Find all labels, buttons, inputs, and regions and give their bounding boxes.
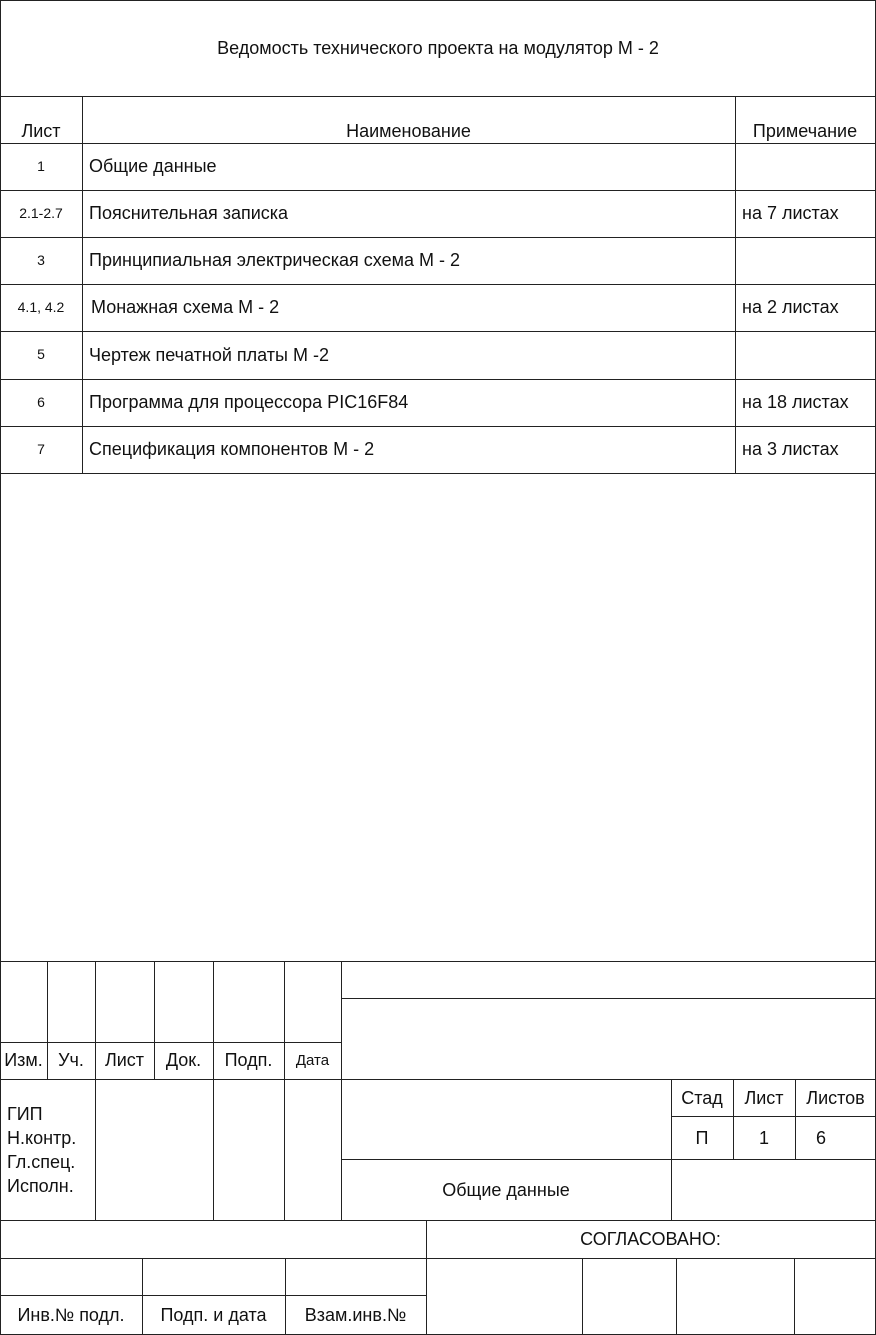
stamp-doc-name: Общие данные <box>442 1180 570 1200</box>
stage-value: П <box>695 1128 709 1148</box>
row-sheet: 3 <box>37 252 45 268</box>
sheet-header: Лист <box>744 1088 784 1108</box>
sheets-header: Листов <box>806 1088 865 1108</box>
row-sheet: 1 <box>37 158 45 174</box>
stamp-line <box>341 1159 876 1160</box>
rev-header-doc: Док. <box>165 1050 202 1070</box>
row-name: Чертеж печатной платы М -2 <box>89 345 329 365</box>
replace-inv-label: Взам.инв.№ <box>304 1305 407 1325</box>
row-sheet: 6 <box>37 394 45 410</box>
sheet-value: 1 <box>758 1128 769 1148</box>
row-name: Спецификация компонентов М - 2 <box>89 439 375 459</box>
row-note: на 2 листах <box>742 297 839 317</box>
rev-header-sheet: Лист <box>104 1050 145 1070</box>
row-divider <box>0 237 876 238</box>
stamp-line <box>0 1220 876 1221</box>
row-divider <box>0 331 876 332</box>
stamp-line <box>0 1295 426 1296</box>
rev-header-change: Изм. <box>4 1050 43 1070</box>
header-sheet: Лист <box>21 121 61 141</box>
frame-top <box>0 0 876 1</box>
stamp-col <box>582 1258 583 1335</box>
row-note: на 3 листах <box>742 439 839 459</box>
stamp-col <box>213 961 214 1220</box>
row-name: Пояснительная записка <box>89 203 289 223</box>
role-gip: ГИП <box>7 1104 43 1124</box>
stamp-col <box>95 961 96 1220</box>
row-divider <box>0 284 876 285</box>
row-name: Программа для процессора PIC16F84 <box>89 392 409 412</box>
row-name: Монажная схема М - 2 <box>91 297 280 317</box>
stamp-line <box>0 1079 876 1080</box>
role-executor: Исполн. <box>7 1176 74 1196</box>
row-sheet: 2.1-2.7 <box>19 205 63 221</box>
row-note: на 18 листах <box>742 392 849 412</box>
stamp-col <box>794 1258 795 1335</box>
row-sheet: 7 <box>37 441 45 457</box>
role-chief-specialist: Гл.спец. <box>7 1152 76 1172</box>
approved-label: СОГЛАСОВАНО: <box>580 1229 721 1249</box>
row-divider <box>0 379 876 380</box>
row-note: на 7 листах <box>742 203 839 223</box>
col-divider-sheet <box>82 96 83 473</box>
sign-date-label: Подп. и дата <box>160 1305 267 1325</box>
header-note: Примечание <box>752 121 858 141</box>
stage-header: Стад <box>681 1088 723 1108</box>
header-name: Наименование <box>346 121 471 141</box>
stamp-top-line <box>0 961 876 962</box>
sheets-value: 6 <box>816 1128 827 1148</box>
stamp-line <box>0 1258 876 1259</box>
table-bottom-line <box>0 473 876 474</box>
frame-left <box>0 0 1 1335</box>
row-sheet: 4.1, 4.2 <box>17 299 65 315</box>
document-title: Ведомость технического проекта на модулятор М - 2 <box>217 38 659 58</box>
table-header-line <box>0 143 876 144</box>
rev-header-section: Уч. <box>58 1050 84 1070</box>
rev-header-signature: Подп. <box>224 1050 273 1070</box>
row-divider <box>0 190 876 191</box>
stamp-line <box>671 1116 876 1117</box>
role-norm-control: Н.контр. <box>7 1128 77 1148</box>
row-divider <box>0 426 876 427</box>
col-divider-note <box>735 96 736 473</box>
rev-header-date: Дата <box>295 1052 330 1069</box>
stamp-col <box>676 1258 677 1335</box>
stamp-col <box>284 961 285 1220</box>
table-top-line <box>0 96 876 97</box>
stamp-line <box>0 1042 341 1043</box>
row-sheet: 5 <box>37 346 45 362</box>
row-name: Принципиальная электрическая схема М - 2 <box>89 250 461 270</box>
inv-number-label: Инв.№ подл. <box>17 1305 125 1325</box>
row-name: Общие данные <box>89 156 217 176</box>
stamp-line <box>341 998 876 999</box>
